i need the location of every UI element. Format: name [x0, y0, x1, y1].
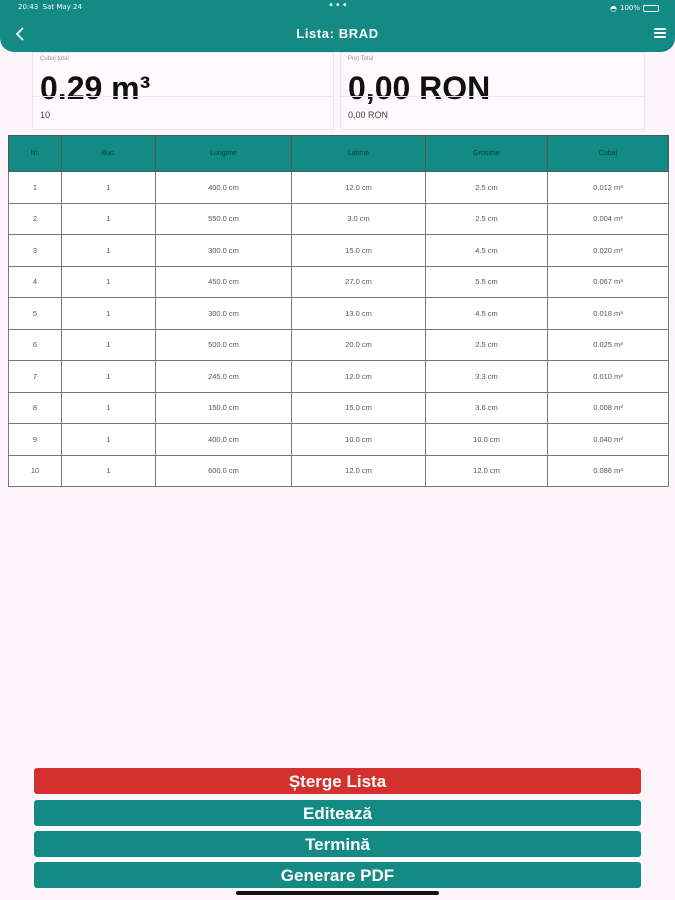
- cell-lungime: 300.0 cm: [156, 235, 292, 267]
- cell-grosime: 2.5 cm: [426, 329, 548, 361]
- pret-total-value: 0,00 RON: [348, 70, 491, 106]
- table-row[interactable]: [9, 329, 669, 361]
- col-header-cubaj: Cubaj: [548, 136, 669, 172]
- cell-grosime: 4.5 cm: [426, 298, 548, 330]
- cell-cubaj: 0.025 m³: [548, 329, 669, 361]
- cell-cubaj: 0.008 m³: [548, 392, 669, 424]
- cell-grosime: 4.5 cm: [426, 235, 548, 267]
- table-row[interactable]: [9, 455, 669, 487]
- cell-latime: 13.0 cm: [292, 298, 426, 330]
- cell-grosime: 2.5 cm: [426, 203, 548, 235]
- battery-percent: 100%: [619, 4, 640, 12]
- cell-cubaj: 0.004 m³: [548, 203, 669, 235]
- cell-lungime: 150.0 cm: [156, 392, 292, 424]
- cell-latime: 12.0 cm: [292, 172, 426, 204]
- table-row[interactable]: [9, 203, 669, 235]
- cell-latime: 3.0 cm: [292, 203, 426, 235]
- cell-latime: 12.0 cm: [292, 361, 426, 393]
- cell-latime: 15.0 cm: [292, 235, 426, 267]
- cell-latime: 15.0 cm: [292, 392, 426, 424]
- edit-button[interactable]: Editează: [34, 800, 641, 826]
- wifi-icon: ◓: [610, 3, 617, 13]
- table-row[interactable]: [9, 266, 669, 298]
- cell-buc: 1: [62, 361, 156, 393]
- cell-latime: 27.0 cm: [292, 266, 426, 298]
- cell-buc: 1: [62, 424, 156, 456]
- delete-list-button[interactable]: Șterge Lista: [34, 768, 641, 794]
- col-header-latime: Latime: [292, 136, 426, 172]
- pret-total-card: [340, 52, 645, 130]
- col-header-nr: Nr.: [9, 136, 62, 172]
- cubaj-total-value: 0.29 m³: [40, 70, 151, 106]
- cell-nr: 3: [9, 235, 62, 267]
- app-bar: [0, 0, 675, 52]
- cubaj-total-label: Cubaj total: [40, 56, 69, 62]
- cell-buc: 1: [62, 235, 156, 267]
- cell-buc: 1: [62, 392, 156, 424]
- cell-cubaj: 0.010 m³: [548, 361, 669, 393]
- cell-cubaj: 0.040 m³: [548, 424, 669, 456]
- cell-lungime: 400.0 cm: [156, 424, 292, 456]
- generate-pdf-button[interactable]: Generare PDF: [34, 862, 641, 888]
- col-header-lungime: Lungime: [156, 136, 292, 172]
- cell-buc: 1: [62, 329, 156, 361]
- cell-grosime: 5.5 cm: [426, 266, 548, 298]
- cell-grosime: 2.5 cm: [426, 172, 548, 204]
- hamburger-menu-icon[interactable]: [654, 27, 666, 39]
- cell-nr: 8: [9, 392, 62, 424]
- pret-total-sub: 0,00 RON: [348, 110, 389, 120]
- page-title: Lista: BRAD: [296, 26, 379, 41]
- cell-latime: 10.0 cm: [292, 424, 426, 456]
- table-row[interactable]: [9, 172, 669, 204]
- table-header-row: [9, 136, 669, 172]
- wood-list-table: [8, 135, 669, 487]
- col-header-grosime: Grosime: [426, 136, 548, 172]
- cell-lungime: 600.0 cm: [156, 455, 292, 487]
- pret-total-label: Preț Total: [348, 56, 374, 62]
- cell-grosime: 12.0 cm: [426, 455, 548, 487]
- cell-latime: 20.0 cm: [292, 329, 426, 361]
- piece-count: 10: [40, 110, 51, 120]
- col-header-buc: Buc.: [62, 136, 156, 172]
- cell-cubaj: 0.067 m³: [548, 266, 669, 298]
- cell-nr: 10: [9, 455, 62, 487]
- battery-icon: [643, 5, 659, 12]
- cell-grosime: 10.0 cm: [426, 424, 548, 456]
- table-row[interactable]: [9, 392, 669, 424]
- cell-lungime: 550.0 cm: [156, 203, 292, 235]
- cell-grosime: 3.3 cm: [426, 361, 548, 393]
- cell-latime: 12.0 cm: [292, 455, 426, 487]
- cell-buc: 1: [62, 203, 156, 235]
- cell-lungime: 245.0 cm: [156, 361, 292, 393]
- cell-grosime: 3.6 cm: [426, 392, 548, 424]
- cell-cubaj: 0.018 m³: [548, 298, 669, 330]
- table-row[interactable]: [9, 424, 669, 456]
- cell-nr: 7: [9, 361, 62, 393]
- cell-nr: 9: [9, 424, 62, 456]
- cell-buc: 1: [62, 266, 156, 298]
- home-indicator[interactable]: [236, 891, 439, 895]
- cell-cubaj: 0.020 m³: [548, 235, 669, 267]
- cell-lungime: 400.0 cm: [156, 172, 292, 204]
- cell-nr: 4: [9, 266, 62, 298]
- cell-nr: 6: [9, 329, 62, 361]
- table-row[interactable]: [9, 298, 669, 330]
- cell-lungime: 300.0 cm: [156, 298, 292, 330]
- cell-buc: 1: [62, 455, 156, 487]
- cell-nr: 2: [9, 203, 62, 235]
- table-row[interactable]: [9, 235, 669, 267]
- cubaj-total-card: [32, 52, 334, 130]
- multitasking-dots[interactable]: •••: [328, 0, 349, 11]
- cell-buc: 1: [62, 298, 156, 330]
- finish-button[interactable]: Termină: [34, 831, 641, 857]
- cell-cubaj: 0.012 m³: [548, 172, 669, 204]
- cell-nr: 1: [9, 172, 62, 204]
- table-row[interactable]: [9, 361, 669, 393]
- cell-cubaj: 0.086 m³: [548, 455, 669, 487]
- cell-buc: 1: [62, 172, 156, 204]
- cell-nr: 5: [9, 298, 62, 330]
- status-time-date: 20:43 Sat May 24: [18, 3, 82, 11]
- status-right: [610, 3, 659, 13]
- cell-lungime: 450.0 cm: [156, 266, 292, 298]
- cell-lungime: 500.0 cm: [156, 329, 292, 361]
